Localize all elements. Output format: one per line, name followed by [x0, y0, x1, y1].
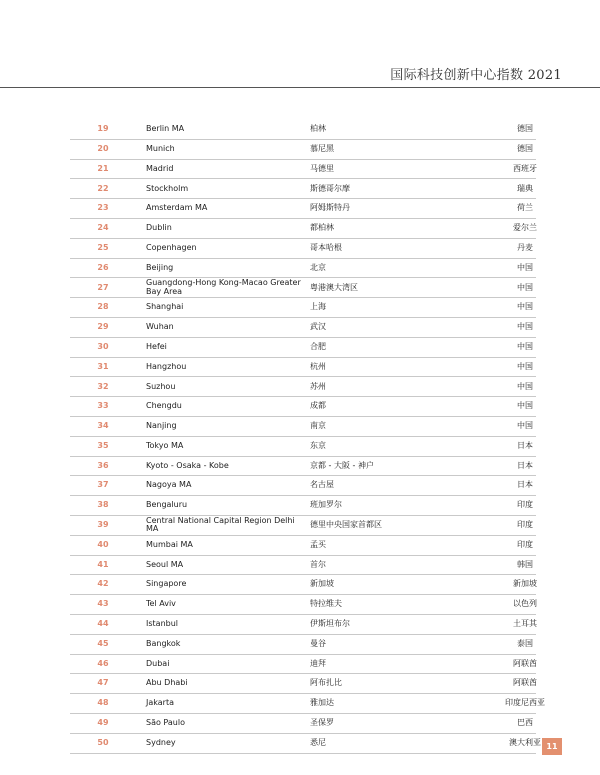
table-row	[70, 179, 536, 199]
table-row	[70, 615, 536, 635]
city-chinese-cell: 杭州	[310, 361, 326, 371]
city-english-cell: Bangkok	[146, 638, 181, 648]
table-row	[70, 377, 536, 397]
rank-cell: 41	[97, 559, 109, 569]
table-row	[70, 536, 536, 556]
rank-cell: 21	[97, 163, 109, 173]
city-english-cell: Nagoya MA	[146, 480, 192, 490]
city-english-cell: Central National Capital Region Delhi MA	[146, 515, 295, 534]
table-row	[70, 239, 536, 259]
city-chinese-cell: 慕尼黑	[310, 143, 334, 153]
rank-cell: 35	[97, 440, 109, 450]
city-chinese-cell: 斯德哥尔摩	[310, 183, 350, 193]
table-row	[70, 199, 536, 219]
page-header-title: 国际科技创新中心指数 2021	[390, 68, 562, 83]
city-english-cell: Wuhan	[146, 322, 174, 332]
country-cell: 巴西	[517, 718, 533, 728]
rank-cell: 19	[97, 124, 109, 134]
country-cell: 印度尼西亚	[505, 698, 545, 708]
city-chinese-cell: 伊斯坦布尔	[310, 619, 350, 629]
rank-cell: 36	[97, 460, 109, 470]
rank-cell: 25	[97, 242, 109, 252]
table-row	[70, 338, 536, 358]
city-chinese-cell: 曼谷	[310, 638, 326, 648]
city-english-cell: Dubai	[146, 658, 170, 668]
city-english-cell: Nanjing	[146, 421, 177, 431]
rank-cell: 44	[97, 619, 109, 629]
city-chinese-cell: 武汉	[310, 322, 326, 332]
table-row	[70, 358, 536, 378]
city-chinese-cell: 雅加达	[310, 698, 334, 708]
table-row	[70, 417, 536, 437]
country-cell: 中国	[517, 341, 533, 351]
city-chinese-cell: 名古屋	[310, 480, 334, 490]
table-row	[70, 298, 536, 318]
table-row	[70, 219, 536, 239]
city-english-cell: Chengdu	[146, 401, 182, 411]
table-row	[70, 556, 536, 576]
rank-cell: 26	[97, 262, 109, 272]
country-cell: 日本	[517, 440, 533, 450]
city-chinese-cell: 马德里	[310, 163, 334, 173]
city-english-cell: Seoul MA	[146, 559, 184, 569]
country-cell: 印度	[517, 539, 533, 549]
rank-cell: 34	[97, 421, 109, 431]
rank-cell: 22	[97, 183, 109, 193]
rank-cell: 47	[97, 678, 109, 688]
country-cell: 中国	[517, 322, 533, 332]
rank-cell: 23	[97, 203, 109, 213]
rank-cell: 39	[97, 520, 109, 530]
city-english-cell: Berlin MA	[146, 124, 185, 134]
city-english-cell: Shanghai	[146, 302, 184, 312]
city-chinese-cell: 成都	[310, 401, 326, 411]
rank-cell: 28	[97, 302, 109, 312]
table-row	[70, 734, 541, 754]
rank-cell: 49	[97, 718, 109, 728]
table-row	[70, 457, 536, 477]
country-cell: 印度	[517, 500, 533, 510]
city-chinese-cell: 班加罗尔	[310, 500, 342, 510]
city-chinese-cell: 北京	[310, 262, 326, 272]
table-row	[70, 278, 536, 298]
table-row	[70, 595, 536, 615]
rank-cell: 43	[97, 599, 109, 609]
city-english-cell: Madrid	[146, 163, 174, 173]
rank-cell: 37	[97, 480, 109, 490]
table-row	[70, 655, 536, 675]
city-english-cell: Bengaluru	[146, 500, 188, 510]
city-chinese-cell: 德里中央国家首都区	[310, 520, 382, 530]
country-cell: 以色列	[513, 599, 537, 609]
city-chinese-cell: 孟买	[310, 539, 326, 549]
city-english-cell: Munich	[146, 143, 175, 153]
table-row	[70, 397, 536, 417]
city-english-cell: Hangzhou	[146, 361, 187, 371]
city-english-cell: Mumbai MA	[146, 539, 193, 549]
rank-cell: 24	[97, 223, 109, 233]
country-cell: 荷兰	[517, 203, 533, 213]
rank-cell: 33	[97, 401, 109, 411]
city-english-cell: Copenhagen	[146, 242, 197, 252]
header-divider	[0, 87, 600, 88]
country-cell: 日本	[517, 480, 533, 490]
city-english-cell: Beijing	[146, 262, 174, 272]
city-chinese-cell: 阿姆斯特丹	[310, 203, 350, 213]
country-cell: 德国	[517, 124, 533, 134]
city-chinese-cell: 阿布扎比	[310, 678, 342, 688]
country-cell: 中国	[517, 381, 533, 391]
city-chinese-cell: 合肥	[310, 341, 326, 351]
table-row	[70, 694, 545, 714]
city-english-cell: Sydney	[146, 737, 176, 747]
rank-cell: 46	[97, 658, 109, 668]
city-chinese-cell: 新加坡	[310, 579, 334, 589]
rank-cell: 42	[97, 579, 109, 589]
table-row	[70, 437, 536, 457]
city-chinese-cell: 柏林	[310, 124, 326, 134]
rank-cell: 30	[97, 341, 109, 351]
city-english-cell: São Paulo	[146, 718, 185, 728]
table-row	[70, 476, 536, 496]
city-chinese-cell: 首尔	[310, 559, 326, 569]
table-row	[70, 714, 536, 734]
rank-cell: 38	[97, 500, 109, 510]
country-cell: 中国	[517, 302, 533, 312]
ranking-table	[70, 120, 545, 754]
country-cell: 新加坡	[513, 579, 537, 589]
city-english-cell: Amsterdam MA	[146, 203, 208, 213]
city-english-cell: Stockholm	[146, 183, 189, 193]
country-cell: 泰国	[517, 638, 533, 648]
city-english-cell: Singapore	[146, 579, 187, 589]
table-row	[70, 674, 536, 694]
city-english-cell: Dublin	[146, 223, 172, 233]
city-chinese-cell: 京都 - 大阪 - 神户	[310, 460, 374, 470]
country-cell: 中国	[517, 401, 533, 411]
country-cell: 印度	[517, 520, 533, 530]
city-chinese-cell: 特拉维夫	[310, 599, 342, 609]
table-row	[70, 259, 536, 279]
table-row	[70, 160, 536, 180]
country-cell: 韩国	[517, 559, 533, 569]
city-chinese-cell: 悉尼	[310, 737, 326, 747]
city-english-cell: Tel Aviv	[146, 599, 176, 609]
page-number-badge: 11	[542, 738, 562, 755]
city-english-cell: Tokyo MA	[146, 440, 184, 450]
country-cell: 澳大利亚	[509, 737, 541, 747]
rank-cell: 40	[97, 539, 109, 549]
country-cell: 土耳其	[513, 619, 537, 629]
country-cell: 日本	[517, 460, 533, 470]
city-chinese-cell: 都柏林	[310, 223, 334, 233]
rank-cell: 32	[97, 381, 109, 391]
city-chinese-cell: 迪拜	[310, 658, 326, 668]
city-english-cell: Hefei	[146, 341, 167, 351]
city-chinese-cell: 东京	[310, 440, 326, 450]
country-cell: 西班牙	[513, 163, 537, 173]
rank-cell: 27	[97, 282, 109, 292]
table-row	[70, 575, 536, 595]
city-chinese-cell: 苏州	[310, 381, 326, 391]
table-row	[70, 140, 536, 160]
country-cell: 瑞典	[517, 183, 533, 193]
city-english-cell: Abu Dhabi	[146, 678, 188, 688]
country-cell: 中国	[517, 262, 533, 272]
city-chinese-cell: 上海	[310, 302, 326, 312]
country-cell: 中国	[517, 421, 533, 431]
country-cell: 阿联酋	[513, 658, 537, 668]
city-english-cell: Suzhou	[146, 381, 176, 391]
table-row	[70, 318, 536, 338]
country-cell: 爱尔兰	[513, 223, 537, 233]
rank-cell: 50	[97, 737, 109, 747]
table-row	[70, 516, 536, 536]
rank-cell: 29	[97, 322, 109, 332]
table-row	[70, 120, 536, 140]
country-cell: 中国	[517, 361, 533, 371]
city-chinese-cell: 南京	[310, 421, 326, 431]
city-english-cell: Kyoto - Osaka - Kobe	[146, 460, 229, 470]
country-cell: 中国	[517, 282, 533, 292]
rank-cell: 48	[97, 698, 109, 708]
country-cell: 丹麦	[517, 242, 533, 252]
city-chinese-cell: 粤港澳大湾区	[310, 282, 358, 292]
table-row	[70, 635, 536, 655]
rank-cell: 45	[97, 638, 109, 648]
city-chinese-cell: 圣保罗	[310, 718, 334, 728]
city-english-cell: Jakarta	[146, 698, 174, 708]
country-cell: 德国	[517, 143, 533, 153]
table-row	[70, 496, 536, 516]
city-english-cell: Guangdong-Hong Kong-Macao Greater Bay Area	[146, 278, 301, 296]
rank-cell: 31	[97, 361, 109, 371]
rank-cell: 20	[97, 143, 109, 153]
city-english-cell: Istanbul	[146, 619, 179, 629]
city-chinese-cell: 哥本哈根	[310, 242, 342, 252]
country-cell: 阿联酋	[513, 678, 537, 688]
